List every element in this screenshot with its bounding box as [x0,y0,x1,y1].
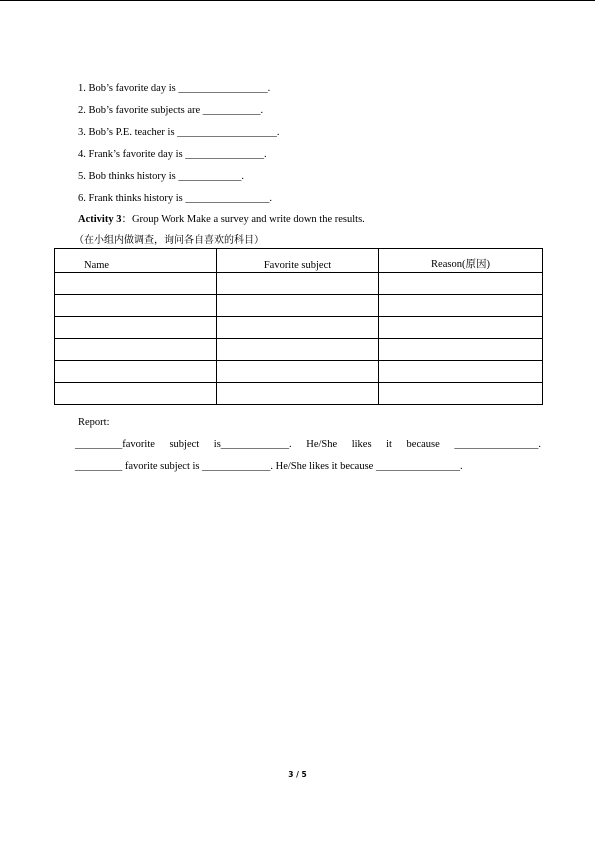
question-1: 1. Bob’s favorite day is _________________. [78,83,271,94]
table-cell[interactable] [55,339,217,361]
table-header-row [55,249,543,273]
activity-heading [78,213,365,226]
question-4: 4. Frank’s favorite day is _______________. [78,149,267,160]
table-cell[interactable] [379,273,543,295]
table-cell[interactable] [379,383,543,405]
table-cell[interactable] [55,383,217,405]
table-row [55,383,543,405]
report-line-1 [75,438,541,451]
table-cell[interactable] [217,295,379,317]
report-word: because [406,439,440,450]
report-word: it [386,439,392,450]
report-line-2: _________ favorite subject is _____________. He/She likes it because ________________. [75,461,463,472]
question-3: 3. Bob’s P.E. teacher is ___________________. [78,127,280,138]
table-cell[interactable] [217,339,379,361]
survey-table [54,248,543,405]
table-cell[interactable] [55,295,217,317]
report-word: likes [351,439,372,450]
table-cell[interactable] [379,339,543,361]
question-2: 2. Bob’s favorite subjects are ___________. [78,105,264,116]
page-number: 3 / 5 [288,770,307,779]
table-cell[interactable] [379,317,543,339]
report-word: He/She [306,439,338,450]
table-cell[interactable] [217,317,379,339]
report-word: _________favorite [75,439,155,450]
table-cell[interactable] [217,361,379,383]
top-rule [0,0,595,1]
table-row [55,273,543,295]
table-row [55,317,543,339]
table-cell[interactable] [379,295,543,317]
question-5: 5. Bob thinks history is ____________. [78,171,244,182]
table-cell[interactable] [55,273,217,295]
header-reason: Reason(原因) [379,249,543,273]
report-word: is_____________. [213,439,292,450]
activity-text: ：Group Work Make a survey and write down the results. [121,214,365,225]
report-label: Report: [78,417,110,428]
report-word: subject [169,439,200,450]
header-name: Name [55,249,217,273]
table-cell[interactable] [55,317,217,339]
question-6: 6. Frank thinks history is ________________. [78,193,272,204]
table-cell[interactable] [55,361,217,383]
table-cell[interactable] [379,361,543,383]
table-cell[interactable] [217,383,379,405]
report-word: ________________. [454,439,541,450]
activity-label: Activity 3 [78,214,122,225]
table-cell[interactable] [217,273,379,295]
table-row [55,339,543,361]
activity-chinese-note: （在小组内做调查，询问各自喜欢的科目） [74,235,264,246]
table-row [55,295,543,317]
header-favorite-subject: Favorite subject [217,249,379,273]
table-row [55,361,543,383]
